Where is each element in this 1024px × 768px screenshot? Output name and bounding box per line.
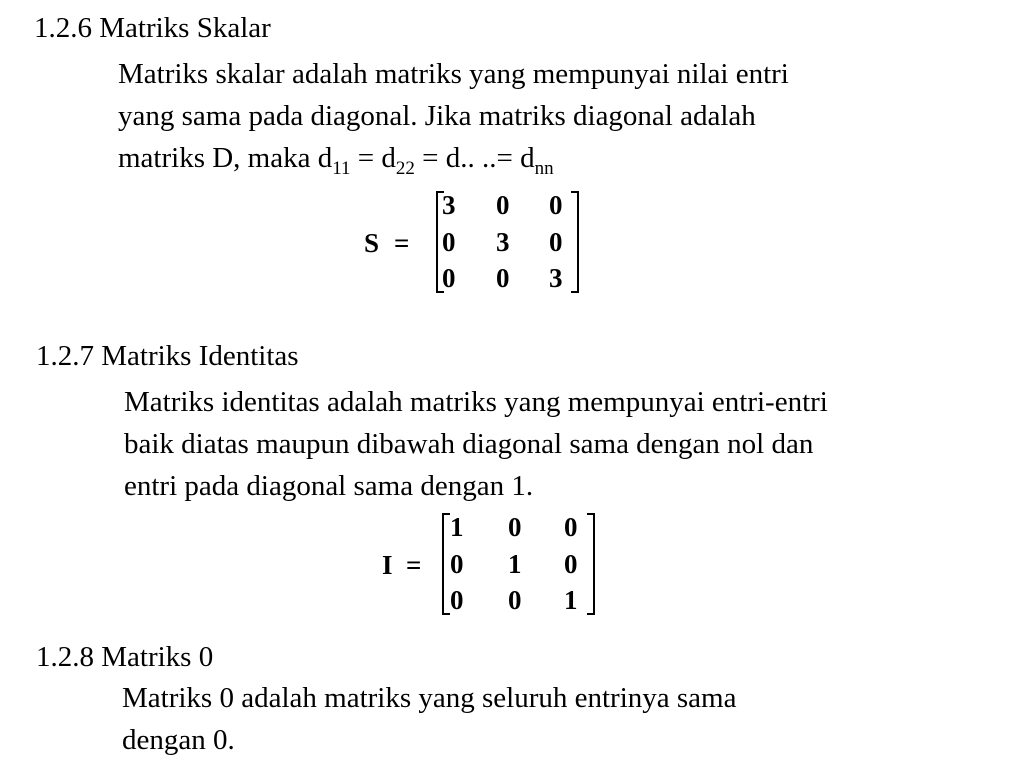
paragraph-line: Matriks 0 adalah matriks yang seluruh entrinya sama xyxy=(122,682,737,714)
formula-text: = d.. ..= d xyxy=(414,142,535,174)
section-1-2-6-paragraph xyxy=(118,53,789,179)
matrix-cell: 0 xyxy=(450,549,464,579)
section-1-2-6-heading: 1.2.6 Matriks Skalar xyxy=(34,12,271,44)
paragraph-line: dengan 0. xyxy=(122,724,235,756)
right-bracket xyxy=(587,514,594,614)
paragraph-line: Matriks skalar adalah matriks yang mempunyai nilai entri xyxy=(118,58,789,90)
matrix-cell: 0 xyxy=(508,585,522,615)
formula-subscript: 11 xyxy=(332,158,351,179)
section-1-2-7-heading: 1.2.7 Matriks Identitas xyxy=(36,340,299,372)
paragraph-line: baik diatas maupun dibawah diagonal sama dengan nol dan xyxy=(124,428,814,460)
paragraph-line: entri pada diagonal sama dengan 1. xyxy=(124,470,534,502)
matrix-cell: 0 xyxy=(496,263,510,293)
matrix-cell: 1 xyxy=(508,549,522,579)
left-bracket xyxy=(443,514,450,614)
section-1-2-7-paragraph xyxy=(124,381,828,507)
matrix-cell: 0 xyxy=(564,549,578,579)
identity-matrix xyxy=(378,510,608,620)
matrix-symbol: S xyxy=(364,228,380,258)
matrix-equals: = xyxy=(406,550,422,580)
diagonal-formula xyxy=(118,137,789,179)
matrix-cell: 0 xyxy=(564,512,578,542)
formula-text: = d xyxy=(350,142,396,174)
matrix-cell: 1 xyxy=(564,585,578,615)
matrix-cell: 1 xyxy=(450,512,464,542)
formula-text: matriks D, maka d xyxy=(118,142,333,174)
right-bracket xyxy=(571,192,578,292)
matrix-cell: 3 xyxy=(549,263,563,293)
matrix-cell: 3 xyxy=(496,227,510,257)
matrix-cell: 0 xyxy=(442,263,456,293)
paragraph-line: Matriks identitas adalah matriks yang mempunyai entri-entri xyxy=(124,386,828,418)
matrix-cell: 0 xyxy=(496,190,510,220)
scalar-matrix xyxy=(360,188,590,298)
matrix-equals: = xyxy=(394,228,410,258)
matrix-cell: 0 xyxy=(442,227,456,257)
matrix-cell: 0 xyxy=(549,190,563,220)
matrix-cell: 0 xyxy=(450,585,464,615)
matrix-cell: 0 xyxy=(549,227,563,257)
formula-subscript: 22 xyxy=(395,158,415,179)
formula-subscript: nn xyxy=(534,158,554,179)
matrix-cell: 3 xyxy=(442,190,456,220)
section-1-2-8-heading: 1.2.8 Matriks 0 xyxy=(36,641,214,673)
matrix-cell: 0 xyxy=(508,512,522,542)
section-1-2-8-paragraph xyxy=(122,677,736,761)
paragraph-line: yang sama pada diagonal. Jika matriks diagonal adalah xyxy=(118,100,756,132)
matrix-symbol: I xyxy=(382,550,393,580)
